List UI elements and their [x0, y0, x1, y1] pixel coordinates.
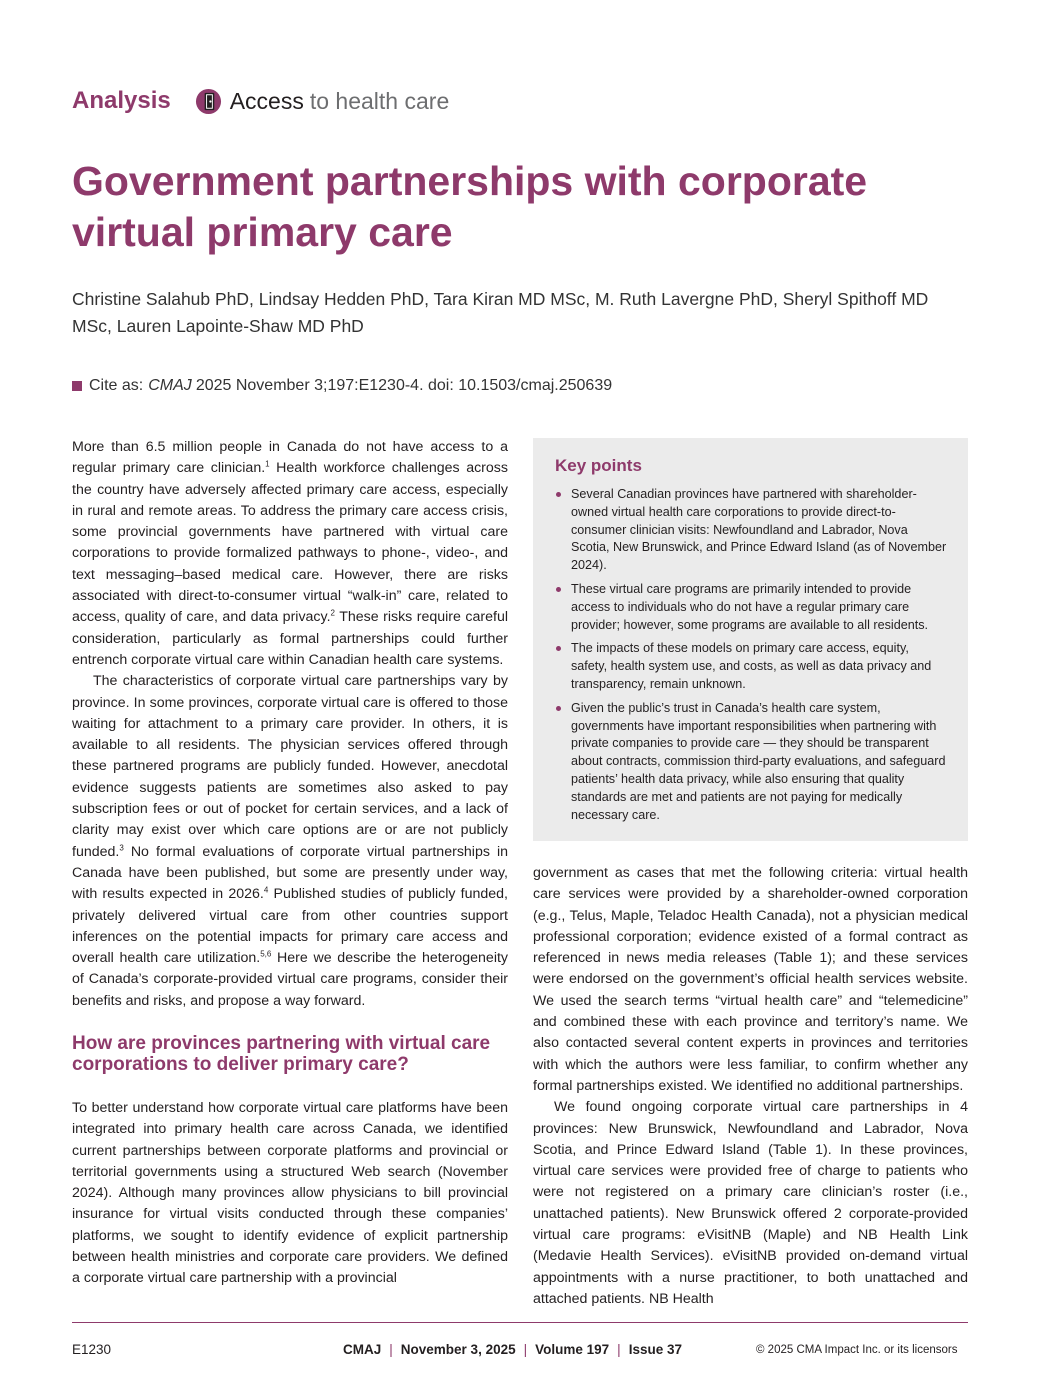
key-points-box: [533, 438, 968, 841]
key-points-title: Key points: [555, 456, 642, 475]
citation-ref: 3: [119, 842, 124, 852]
footer-issue: Issue 37: [628, 1342, 682, 1357]
page-number: E1230: [72, 1342, 112, 1357]
citation-ref: 2: [330, 608, 335, 618]
footer-journal-info: CMAJ | November 3, 2025 | Volume 197 | Issue 37: [343, 1342, 682, 1357]
article-title: Government partnerships with corporate virtual primary care: [72, 158, 868, 255]
cite-journal: CMAJ: [148, 377, 192, 394]
citation: [72, 377, 612, 395]
section-header: [72, 84, 449, 118]
cite-details: 2025 November 3;197:E1230-4. doi: 10.1503/cmaj.250639: [195, 377, 613, 394]
paragraph-1: More than 6.5 million people in Canada do not have access to a regular primary care clinician.$^1$ Health workforce challenges across the country have adversely affected primary care access, especially in rural and remote areas. To address the primary care access crisis, some provincial governments have partnered with virtual care corporations to provide formalized pathways to phone-, video-, and text messaging–based medical care. However, there are risks associated with direct-to-consumer virtual “walk-in” care, related to access, quality of care, and data privacy.$^2$ These risks require careful consideration, particularly as formal partnerships could further entrench corporate virtual care within Canadian health care systems.: [72, 439, 508, 668]
footer-volume: Volume 197: [535, 1342, 610, 1357]
author-list: Christine Salahub PhD, Lindsay Hedden PhD, Tara Kiran MD MSc, M. Ruth Lavergne PhD, Sheryl Spithoff MD MSc, Lauren Lapointe-Shaw MD PhD: [72, 289, 929, 336]
cite-prefix: Cite as:: [89, 377, 144, 394]
bullet-icon: [556, 587, 561, 592]
section-subheading: How are provinces partnering with virtual care corporations to deliver primary care?: [72, 1033, 491, 1075]
paragraph-3-continued: government as cases that met the following criteria: virtual health care services were provided by a shareholder-owned corporation (e.g., Telus, Maple, Teladoc Health Canada), not a physician medical professional corporation; evidence existed of a formal contract as referenced in news media releases (Table 1); and these services were endorsed on the government’s official health services website. We used the search terms “virtual health care” and “telemedicine” and combined these with each province and territory’s name. We also contacted several content experts in provinces and territories with which the authors were less familiar, to confirm whether any formal partnerships existed. We identified no additional partnerships.: [533, 865, 968, 1094]
cite-square-icon: [72, 381, 82, 391]
paragraph-4: We found ongoing corporate virtual care partnerships in 4 provinces: New Brunswick, Newfoundland and Labrador, Nova Scotia, and Prince Edward Island (Table 1). In these provinces, virtual care services were provided free of charge to patients who were not registered on a primary care clinician’s roster (i.e., unattached patients). New Brunswick offered 2 corporate-provided virtual care programs: eVisitNB (Maple) and NB Health Link (Medavie Health Services). eVisitNB provided on-demand virtual appointments with a nurse practitioner, to both unattached and attached patients. NB Health: [533, 1099, 968, 1307]
series-logo: [195, 88, 450, 115]
footer-date: November 3, 2025: [400, 1342, 516, 1357]
series-subtitle: to health care: [309, 87, 450, 114]
bullet-icon: [556, 706, 561, 711]
citation-ref: 4: [263, 885, 269, 895]
paragraph-2: The characteristics of corporate virtual care partnerships vary by province. In some provinces, corporate virtual care is offered to those waiting for attachment to a primary care provider. In others, it is available to all residents. The physician services offered through these partnered programs are publicly funded. However, anecdotal evidence suggests patients are sometimes also asked to pay subscription fees or out of pocket for certain services, and a lack of clarity may exist over which care options are or are not publicly funded.$^3$ No formal evaluations of corporate virtual partnerships in Canada have been published, but some are presently under way, with results expected in 2026.$^4$ Published studies of publicly funded, privately delivered virtual care from other countries support inferences on the potential impacts for primary care access and overall health care utilization.$^{5,6}$ Here we describe the heterogeneity of Canada’s corporate-provided virtual care programs, consider their benefits and risks, and propose a way forward.: [72, 673, 509, 1009]
paragraph-3: To better understand how corporate virtual care platforms have been integrated into primary health care across Canada, we identified current partnerships between corporate platforms and provincial or territorial governments using a structured Web search (November 2024). Although many provinces allow physicians to bill provincial insurance for virtual visits conducted through these companies’ platforms, we sought to identify evidence of explicit partnership between health ministries and corporate care providers. We defined a corporate virtual care partnership with a provincial: [72, 1100, 508, 1287]
section-label: Analysis: [72, 87, 171, 114]
key-point-item: Given the public’s trust in Canada’s health care system, governments have important responsibilities when partnering with private companies to provide care — they should be transparent about contracts, commission third-party evaluations, and safeguard patients’ health data privacy, while also ensuring that quality standards are met and patients are not paying for medically necessary care.: [555, 700, 948, 825]
footer-divider: [72, 1322, 968, 1323]
footer-journal: CMAJ: [343, 1342, 382, 1357]
citation-ref: 5,6: [260, 949, 272, 959]
left-column: [72, 437, 508, 1012]
bullet-icon: [556, 646, 561, 651]
key-points-list: [555, 486, 948, 824]
series-name: Access: [229, 87, 304, 114]
bullet-icon: [556, 492, 561, 497]
key-point-item: Several Canadian provinces have partnered with shareholder-owned virtual health care corporations to provide direct-to-consumer clinician visits: Newfoundland and Labrador, Nova Scotia, New Brunswick, and Prince Edward Island (as of November 2024).: [555, 486, 948, 575]
access-logo-icon: [195, 88, 222, 115]
citation-ref: 1: [265, 459, 270, 469]
footer-copyright: © 2025 CMA Impact Inc. or its licensors: [756, 1344, 958, 1356]
key-point-item: The impacts of these models on primary care access, equity, safety, health system use, and costs, as well as data privacy and transparency, remain unknown.: [555, 640, 948, 693]
left-column-lower: [72, 1098, 508, 1290]
key-point-item: These virtual care programs are primarily intended to provide access to individuals who do not have a regular primary care provider; however, some programs are available to all residents.: [555, 581, 948, 634]
right-column: [533, 863, 968, 1310]
